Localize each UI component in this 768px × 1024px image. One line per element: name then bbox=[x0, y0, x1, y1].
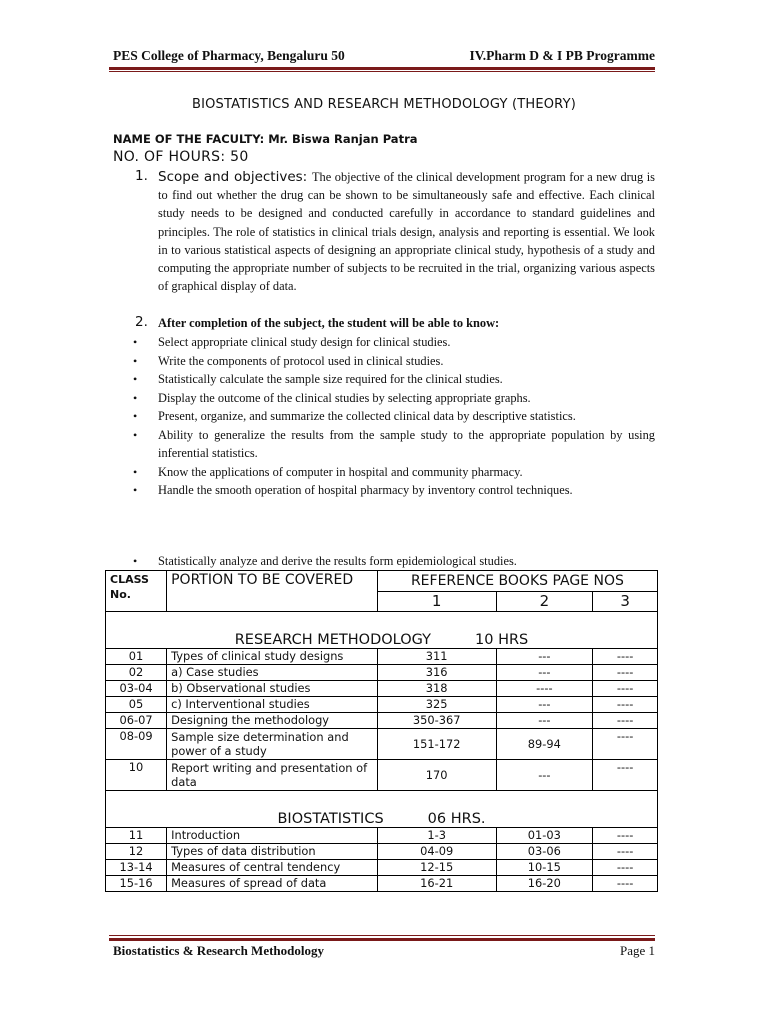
header-ref-3: 3 bbox=[593, 592, 658, 612]
table-row bbox=[106, 681, 658, 697]
cell-topic: Report writing and presentation of data bbox=[167, 760, 378, 791]
section-biostatistics-cell bbox=[106, 791, 658, 828]
cell-class: 11 bbox=[106, 828, 167, 844]
table-row bbox=[106, 697, 658, 713]
section-biostatistics-name: BIOSTATISTICS bbox=[277, 811, 384, 827]
cell-ref2: 89-94 bbox=[496, 729, 593, 760]
footer-rule-thin bbox=[109, 935, 655, 936]
table-row bbox=[106, 760, 658, 791]
header-class-no: CLASS No. bbox=[106, 571, 167, 612]
cell-topic: Introduction bbox=[167, 828, 378, 844]
scope-number: 1. bbox=[135, 168, 148, 184]
section-biostatistics-hours: 06 HRS. bbox=[427, 811, 486, 827]
cell-ref2: --- bbox=[496, 697, 593, 713]
list-item-last bbox=[133, 552, 655, 570]
scope-paragraph bbox=[158, 168, 655, 295]
table-row bbox=[106, 844, 658, 860]
page-header bbox=[113, 48, 655, 68]
cell-class: 12 bbox=[106, 844, 167, 860]
table-row bbox=[106, 828, 658, 844]
header-programme: IV.Pharm D & I PB Programme bbox=[469, 48, 655, 63]
cell-ref2: 01-03 bbox=[496, 828, 593, 844]
list-item: • Statistically calculate the sample size required for the clinical studies. bbox=[133, 370, 655, 388]
outcomes-number: 2. bbox=[135, 314, 148, 330]
cell-class: 10 bbox=[106, 760, 167, 791]
cell-class: 03-04 bbox=[106, 681, 167, 697]
cell-ref1: 350-367 bbox=[377, 713, 496, 729]
cell-ref3: ---- bbox=[593, 760, 658, 791]
cell-topic: c) Interventional studies bbox=[167, 697, 378, 713]
cell-ref2: 16-20 bbox=[496, 876, 593, 892]
scope-text: The objective of the clinical development program for a new drug is to find out whether the drug can be shown to be simultaneously safe and effective. Each clinical study needs to be designed and conducted carefully in accordance to standard guidelines and principles. The role of statistics in clinical trials design, analysis and reporting is essential. We look in to various statistical aspects of designing an appropriate clinical study, hypothesis of a study and computing the appropriate number of subjects to be recruited in the trial, organizing various aspects of graphical display of data. bbox=[158, 170, 655, 294]
cell-class: 15-16 bbox=[106, 876, 167, 892]
cell-topic: Measures of spread of data bbox=[167, 876, 378, 892]
list-item: • Know the applications of computer in hospital and community pharmacy. bbox=[133, 463, 655, 481]
cell-ref1: 04-09 bbox=[377, 844, 496, 860]
list-item: • Present, organize, and summarize the collected clinical data by descriptive statistics. bbox=[133, 407, 655, 425]
list-item: • Ability to generalize the results from the sample study to the appropriate population by using inferential statistics. bbox=[133, 426, 655, 462]
cell-class: 13-14 bbox=[106, 860, 167, 876]
table-row bbox=[106, 713, 658, 729]
table-row bbox=[106, 729, 658, 760]
cell-ref2: 10-15 bbox=[496, 860, 593, 876]
cell-ref1: 12-15 bbox=[377, 860, 496, 876]
portion-table bbox=[105, 570, 658, 892]
table-row bbox=[106, 649, 658, 665]
list-item: • Display the outcome of the clinical studies by selecting appropriate graphs. bbox=[133, 389, 655, 407]
cell-topic: Types of data distribution bbox=[167, 844, 378, 860]
list-item: • Write the components of protocol used in clinical studies. bbox=[133, 352, 655, 370]
cell-ref3: ---- bbox=[593, 665, 658, 681]
list-item: • Handle the smooth operation of hospital pharmacy by inventory control techniques. bbox=[133, 481, 655, 499]
table-header-row bbox=[106, 571, 658, 592]
cell-topic: Types of clinical study designs bbox=[167, 649, 378, 665]
cell-ref2: --- bbox=[496, 713, 593, 729]
table-row bbox=[106, 876, 658, 892]
cell-class: 02 bbox=[106, 665, 167, 681]
cell-topic: Measures of central tendency bbox=[167, 860, 378, 876]
cell-ref1: 16-21 bbox=[377, 876, 496, 892]
section-research-hours: 10 HRS bbox=[475, 632, 529, 648]
cell-ref3: ---- bbox=[593, 729, 658, 760]
section-row-research bbox=[106, 612, 658, 649]
footer-course: Biostatistics & Research Methodology bbox=[113, 943, 324, 958]
cell-class: 08-09 bbox=[106, 729, 167, 760]
page-footer bbox=[113, 943, 655, 961]
outcomes-heading: After completion of the subject, the student will be able to know: bbox=[158, 316, 500, 330]
header-portion: PORTION TO BE COVERED bbox=[167, 571, 378, 612]
cell-topic: b) Observational studies bbox=[167, 681, 378, 697]
cell-ref1: 318 bbox=[377, 681, 496, 697]
cell-ref3: ---- bbox=[593, 649, 658, 665]
cell-ref1: 1-3 bbox=[377, 828, 496, 844]
cell-ref3: ---- bbox=[593, 697, 658, 713]
last-bullet-text: Statistically analyze and derive the results form epidemiological studies. bbox=[158, 554, 517, 568]
cell-ref3: ---- bbox=[593, 844, 658, 860]
header-rule-thin bbox=[109, 71, 655, 72]
cell-ref1: 325 bbox=[377, 697, 496, 713]
cell-ref2: --- bbox=[496, 649, 593, 665]
cell-ref3: ---- bbox=[593, 860, 658, 876]
cell-topic: Designing the methodology bbox=[167, 713, 378, 729]
header-rule-thick bbox=[109, 67, 655, 70]
document-title: BIOSTATISTICS AND RESEARCH METHODOLOGY (THEORY) bbox=[191, 97, 577, 112]
faculty-line: NAME OF THE FACULTY: Mr. Biswa Ranjan Patra bbox=[113, 132, 418, 146]
cell-ref2: --- bbox=[496, 665, 593, 681]
section-research-cell bbox=[106, 612, 658, 649]
cell-ref3: ---- bbox=[593, 681, 658, 697]
page-number: Page 1 bbox=[619, 943, 655, 958]
cell-topic: a) Case studies bbox=[167, 665, 378, 681]
cell-class: 06-07 bbox=[106, 713, 167, 729]
cell-ref1: 311 bbox=[377, 649, 496, 665]
scope-colon: : bbox=[302, 169, 312, 185]
cell-ref1: 151-172 bbox=[377, 729, 496, 760]
cell-ref1: 170 bbox=[377, 760, 496, 791]
header-college: PES College of Pharmacy, Bengaluru 50 bbox=[113, 48, 345, 63]
table-row bbox=[106, 860, 658, 876]
cell-class: 01 bbox=[106, 649, 167, 665]
scope-heading: Scope and objectives bbox=[158, 169, 303, 185]
section-row-biostatistics bbox=[106, 791, 658, 828]
footer-rule-thick bbox=[109, 938, 655, 941]
cell-class: 05 bbox=[106, 697, 167, 713]
cell-ref3: ---- bbox=[593, 828, 658, 844]
list-item: • Select appropriate clinical study design for clinical studies. bbox=[133, 333, 655, 351]
cell-ref3: ---- bbox=[593, 713, 658, 729]
cell-ref2: 03-06 bbox=[496, 844, 593, 860]
cell-ref2: --- bbox=[496, 760, 593, 791]
section-research-name: RESEARCH METHODOLOGY bbox=[234, 632, 432, 648]
header-ref-2: 2 bbox=[496, 592, 593, 612]
cell-ref1: 316 bbox=[377, 665, 496, 681]
hours-line: NO. OF HOURS: 50 bbox=[113, 149, 249, 165]
cell-ref2: ---- bbox=[496, 681, 593, 697]
table-row bbox=[106, 665, 658, 681]
cell-ref3: ---- bbox=[593, 876, 658, 892]
outcomes-list bbox=[133, 333, 655, 500]
header-ref-1: 1 bbox=[377, 592, 496, 612]
header-reference: REFERENCE BOOKS PAGE NOS bbox=[377, 571, 657, 592]
cell-topic: Sample size determination and power of a study bbox=[167, 729, 378, 760]
